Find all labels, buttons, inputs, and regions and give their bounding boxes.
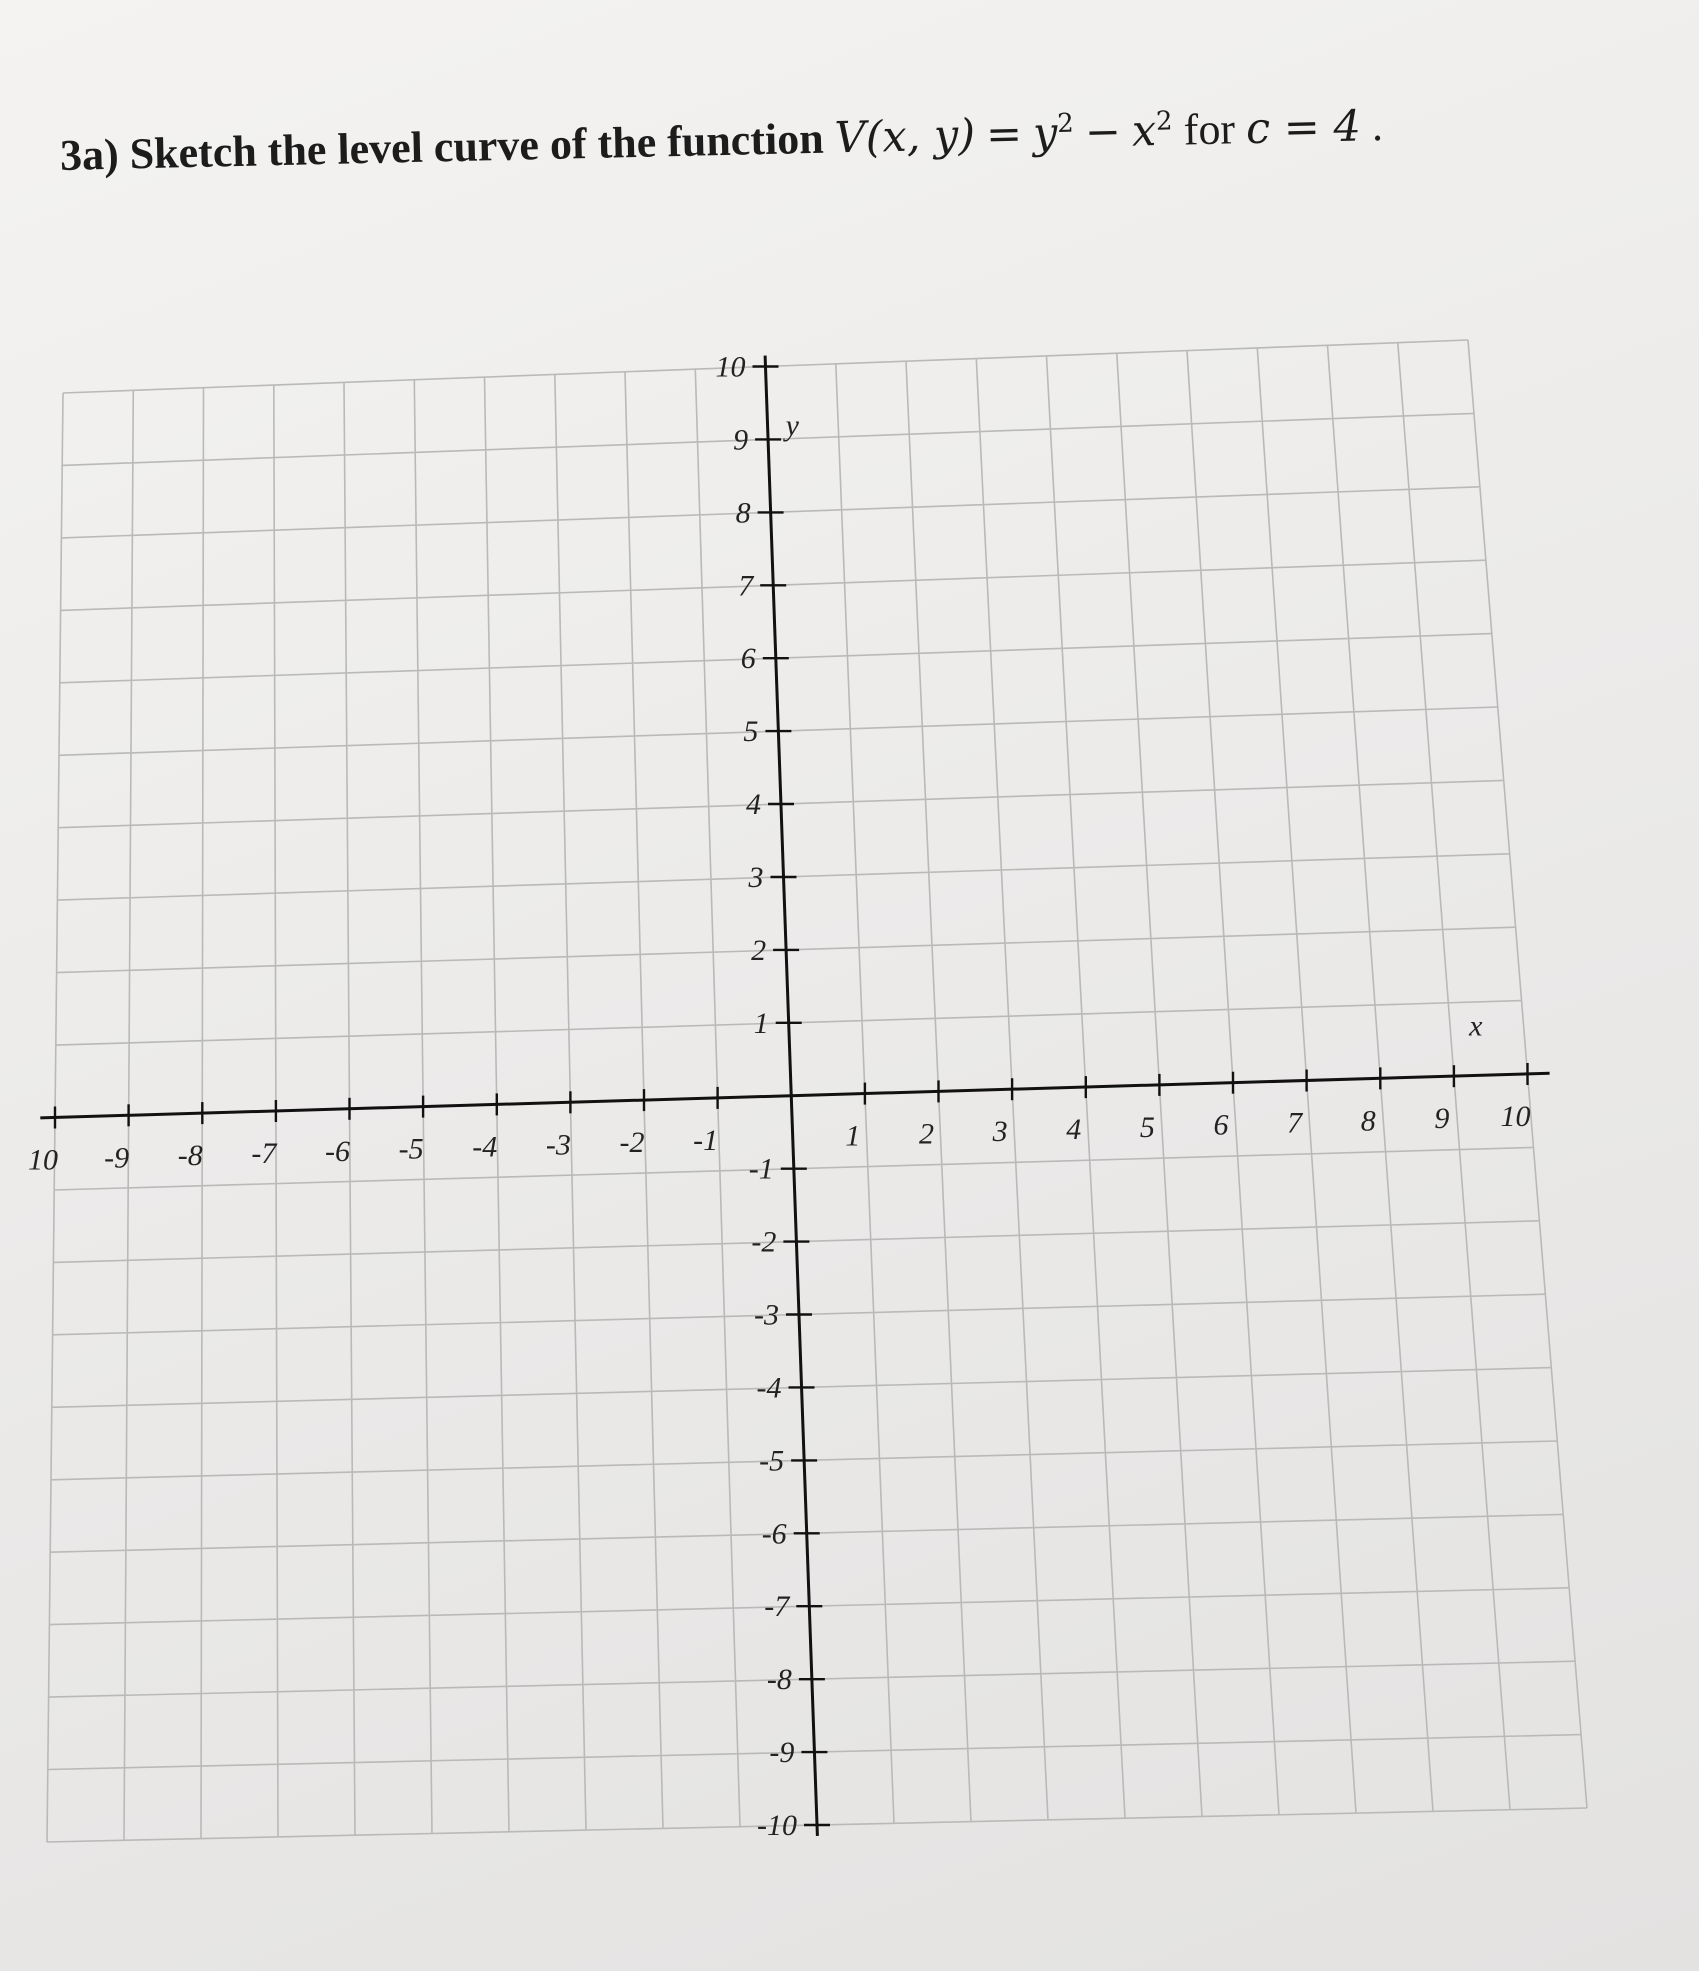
grid-lines bbox=[47, 340, 1587, 1842]
level-value: c = 4 bbox=[1245, 101, 1362, 155]
x-tick-label: -2 bbox=[619, 1126, 645, 1160]
x-tick-label: -1 bbox=[693, 1123, 719, 1157]
y-tick-label: 5 bbox=[743, 715, 759, 749]
x-tick-label: 4 bbox=[1066, 1113, 1082, 1147]
x-tick-label: -9 bbox=[104, 1141, 130, 1175]
question-text: Sketch the level curve of the function bbox=[129, 113, 825, 179]
y-tick-label: -1 bbox=[748, 1152, 774, 1186]
y-tick-label: 4 bbox=[746, 788, 761, 821]
x-tick-label: 10 bbox=[1500, 1100, 1531, 1133]
x-tick-label: -7 bbox=[251, 1137, 277, 1170]
y-tick-label: -5 bbox=[759, 1444, 785, 1478]
y-tick-label: 9 bbox=[733, 423, 749, 457]
equals-sign: = bbox=[985, 109, 1023, 160]
x-tick-label: -5 bbox=[398, 1132, 424, 1166]
y-tick-label: -4 bbox=[756, 1371, 782, 1405]
x-tick-label: 5 bbox=[1139, 1110, 1155, 1144]
y-term: $y^2$ bbox=[1032, 108, 1075, 159]
x-tick-label: 2 bbox=[919, 1117, 934, 1151]
y-tick-label: -6 bbox=[761, 1517, 787, 1551]
y-tick-label: 6 bbox=[740, 642, 756, 676]
function-lhs: V(x, y) bbox=[834, 110, 976, 164]
axes bbox=[40, 356, 1549, 1836]
y-tick-label: -10 bbox=[757, 1809, 797, 1842]
y-axis-label: y bbox=[785, 409, 799, 443]
y-tick-label: 2 bbox=[751, 933, 767, 967]
x-tick-label: 3 bbox=[992, 1115, 1008, 1149]
y-tick-label: -8 bbox=[766, 1663, 792, 1697]
for-word: for bbox=[1183, 104, 1236, 155]
y-tick-label: -9 bbox=[769, 1736, 795, 1770]
y-exponent: 2 bbox=[1056, 108, 1075, 140]
x-tick-label: 9 bbox=[1434, 1102, 1450, 1136]
x-axis-label: x bbox=[1469, 1009, 1483, 1043]
minus-sign: − bbox=[1084, 106, 1122, 158]
y-tick-label: 7 bbox=[738, 569, 754, 603]
question-number: 3a) bbox=[59, 129, 120, 180]
x-axis-line bbox=[40, 1073, 1549, 1118]
x-exponent: 2 bbox=[1155, 106, 1173, 137]
y-tick-label: -3 bbox=[754, 1298, 779, 1332]
x-term: $x^2$ bbox=[1131, 106, 1173, 157]
y-tick-label: 8 bbox=[735, 496, 751, 530]
x-tick-label: 10 bbox=[28, 1143, 58, 1177]
y-tick-label: 1 bbox=[753, 1006, 769, 1040]
x-tick-label: 8 bbox=[1360, 1104, 1376, 1138]
x-tick-label: 1 bbox=[845, 1119, 861, 1153]
x-tick-label: 6 bbox=[1213, 1108, 1229, 1142]
y-tick-label: -7 bbox=[764, 1590, 790, 1624]
y-tick-label: -2 bbox=[751, 1225, 777, 1259]
period: . bbox=[1371, 100, 1384, 151]
x-tick-label: -4 bbox=[472, 1130, 498, 1164]
x-tick-label: 7 bbox=[1287, 1106, 1303, 1140]
x-tick-label: -3 bbox=[545, 1128, 571, 1162]
x-tick-label: -6 bbox=[325, 1134, 350, 1168]
x-tick-label: -8 bbox=[177, 1139, 203, 1173]
y-tick-label: 3 bbox=[748, 861, 764, 894]
y-tick-label: 10 bbox=[715, 350, 746, 384]
